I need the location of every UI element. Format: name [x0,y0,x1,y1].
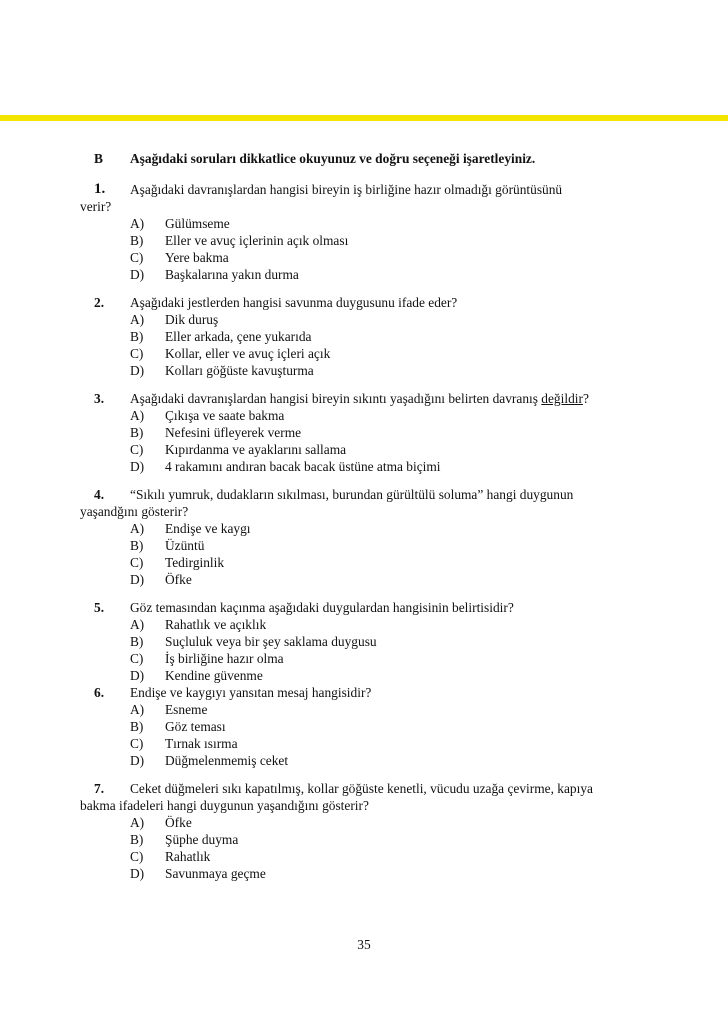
question-text-continued: bakma ifadeleri hangi duygunun yaşandığını gösterir? [80,798,369,813]
question-7 [80,780,634,882]
option-label: D) [130,866,145,881]
option-label: C) [130,651,144,666]
option-b[interactable] [94,232,634,249]
option-a[interactable] [94,311,634,328]
option-label: A) [130,312,145,327]
option-text: Öfke [165,572,192,587]
question-number: 4. [94,487,105,502]
option-label: B) [130,634,144,649]
question-text: Aşağıdaki davranışlardan hangisi bireyin iş birliğine hazır olmadığı görüntüsünü [130,182,563,197]
question-text-continued: verir? [80,199,112,214]
option-label: C) [130,442,144,457]
question-text-after: ? [582,391,589,406]
question-6 [94,684,634,769]
option-d[interactable] [94,667,634,684]
option-text: Kıpırdanma ve ayaklarını sallama [165,442,347,457]
question-number: 1. [94,181,106,197]
option-label: B) [130,329,144,344]
option-text: Esneme [165,702,208,717]
option-c[interactable] [94,554,634,571]
option-text: Üzüntü [165,538,205,553]
section-letter: B [94,151,103,166]
question-text: Endişe ve kaygıyı yansıtan mesaj hangisidir? [130,685,372,700]
option-c[interactable] [94,345,634,362]
question-text: “Sıkılı yumruk, dudakların sıkılması, burundan gürültülü soluma” hangi duygunun [130,487,574,502]
option-label: D) [130,267,145,282]
option-label: B) [130,832,144,847]
option-d[interactable] [94,571,634,588]
option-b[interactable] [94,718,634,735]
option-b[interactable] [94,537,634,554]
option-label: A) [130,408,145,423]
option-c[interactable] [94,848,634,865]
question-text: Göz temasından kaçınma aşağıdaki duygulardan hangisinin belirtisidir? [130,600,514,615]
question-text-continued: yaşandğını gösterir? [80,504,189,519]
option-a[interactable] [94,215,634,232]
option-text: Tırnak ısırma [165,736,238,751]
option-label: B) [130,233,144,248]
option-b[interactable] [94,831,634,848]
option-label: A) [130,617,145,632]
option-text: 4 rakamını andıran bacak bacak üstüne atma biçimi [165,459,441,474]
option-label: D) [130,572,145,587]
question-number: 7. [94,781,105,796]
option-label: B) [130,425,144,440]
question-5 [94,599,634,684]
option-c[interactable] [94,249,634,266]
option-d[interactable] [94,752,634,769]
question-text: Aşağıdaki jestlerden hangisi savunma duygusunu ifade eder? [130,295,458,310]
question-number: 2. [94,295,105,310]
question-number: 6. [94,685,105,700]
option-label: D) [130,753,145,768]
option-a[interactable] [94,814,634,831]
option-text: Dik duruş [165,312,219,327]
option-text: Şüphe duyma [165,832,239,847]
option-label: C) [130,849,144,864]
option-text: Göz teması [165,719,226,734]
option-label: D) [130,459,145,474]
question-2 [94,294,634,379]
option-label: A) [130,702,145,717]
option-text: Çıkışa ve saate bakma [165,408,285,423]
option-text: Suçluluk veya bir şey saklama duygusu [165,634,377,649]
option-text: Öfke [165,815,192,830]
option-label: C) [130,346,144,361]
option-text: Düğmelenmemiş ceket [165,753,289,768]
option-text: Nefesini üfleyerek verme [165,425,302,440]
option-text: Gülümseme [165,216,230,231]
option-label: C) [130,250,144,265]
option-text: Eller arkada, çene yukarıda [165,329,312,344]
question-text-emphasis: değildir [541,391,583,406]
option-label: A) [130,216,145,231]
section-heading [94,150,634,167]
question-text [130,390,634,407]
option-label: A) [130,815,145,830]
option-text: Eller ve avuç içlerinin açık olması [165,233,349,248]
option-d[interactable] [94,458,634,475]
option-b[interactable] [94,424,634,441]
option-text: Kendine güvenme [165,668,263,683]
option-label: C) [130,736,144,751]
header-yellow-bar [0,115,728,121]
question-text: Ceket düğmeleri sıkı kapatılmış, kollar göğüste kenetli, vücudu uzağa çevirme, kapıya [130,781,593,796]
question-3 [94,390,634,475]
option-text: Kollar, eller ve avuç içleri açık [165,346,331,361]
option-d[interactable] [94,266,634,283]
option-b[interactable] [94,328,634,345]
question-number: 3. [94,391,105,406]
question-text-before: Aşağıdaki davranışlardan hangisi bireyin sıkıntı yaşadığını belirten davranış [130,391,542,406]
option-d[interactable] [94,865,634,882]
option-c[interactable] [94,441,634,458]
option-text: Tedirginlik [165,555,225,570]
page-number: 35 [357,937,371,952]
option-text: Yere bakma [165,250,229,265]
option-label: D) [130,668,145,683]
option-a[interactable] [94,616,634,633]
option-label: A) [130,521,145,536]
section-instruction: Aşağıdaki soruları dikkatlice okuyunuz ve doğru seçeneği işaretleyiniz. [130,151,536,166]
option-text: Kolları göğüste kavuşturma [165,363,314,378]
option-text: Savunmaya geçme [165,866,266,881]
option-a[interactable] [94,701,634,718]
option-text: Rahatlık [165,849,211,864]
question-number: 5. [94,600,105,615]
option-label: B) [130,538,144,553]
option-a[interactable] [94,520,634,537]
option-text: Başkalarına yakın durma [165,267,299,282]
option-label: C) [130,555,144,570]
option-c[interactable] [94,735,634,752]
option-text: Endişe ve kaygı [165,521,251,536]
option-label: B) [130,719,144,734]
option-text: İş birliğine hazır olma [165,651,284,666]
option-d[interactable] [94,362,634,379]
option-c[interactable] [94,650,634,667]
option-b[interactable] [94,633,634,650]
option-text: Rahatlık ve açıklık [165,617,267,632]
option-label: D) [130,363,145,378]
option-a[interactable] [94,407,634,424]
question-1 [80,181,634,283]
document-content [80,150,634,893]
question-4 [80,486,634,588]
